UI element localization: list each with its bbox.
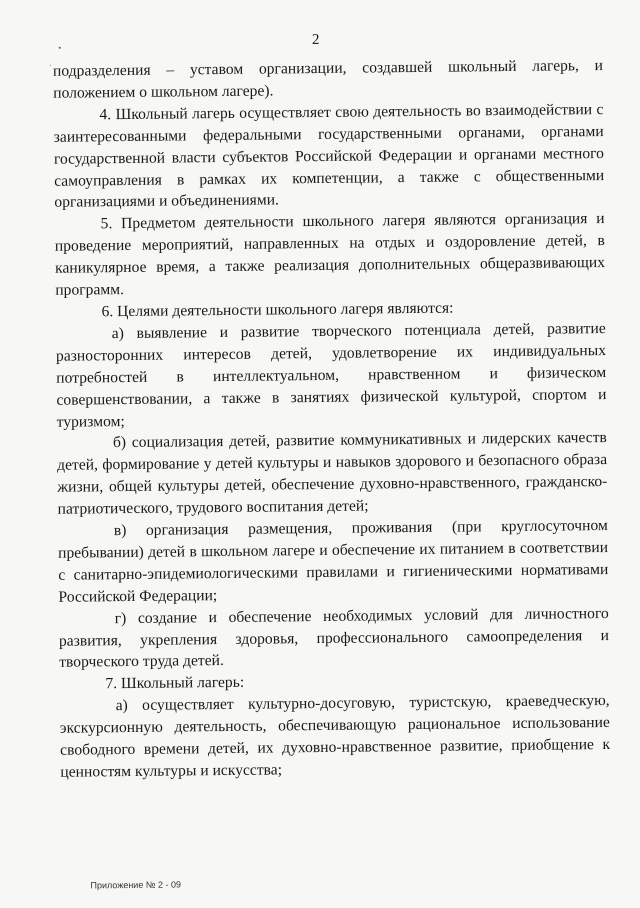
- scan-speck: [50, 65, 51, 66]
- paragraph: 7. Школьный лагерь:: [105, 674, 245, 693]
- paragraph: г) создание и обеспечение необходимых условий для личностного развития, укрепления здоровья, профессионального самоопределения и творческого труда детей.: [58, 604, 610, 672]
- document-body: [53, 55, 611, 784]
- paragraph: в) организация размещения, проживания (при круглосуточном пребывании) детей в школьном лагере и обеспечение их питанием в соответствии с санитарно-эпидемиологическими правилами и гигиеническими нормативами Российской Федерации;: [57, 517, 609, 606]
- paragraph: 4. Школьный лагерь осуществляет свою деятельность во взаимодействии с заинтересованными федеральными государственными органами, органами государственной власти субъектов Российской Федерации и органами местного самоуправления в рамках их компетенции, а также с общественными организациями и объединениями.: [53, 100, 605, 212]
- paragraph: 6. Целями деятельности школьного лагеря являются:: [101, 299, 454, 321]
- footer-note: Приложение № 2 - 09: [90, 879, 182, 891]
- paragraph: а) осуществляет культурно-досуговую, туристскую, краеведческую, экскурсионную деятельность, обеспечивающую рациональное использование свободного времени детей, их духовно-нравственное развитие, приобщение к ценностям культуры и искусства;: [59, 692, 611, 781]
- paragraph: подразделения – уставом организации, создавшей школьный лагерь, и положением о школьном лагере).: [52, 57, 604, 102]
- paragraph: а) выявление и развитие творческого потенциала детей, развитие разносторонних интересов детей, удовлетворение их индивидуальных потребностей в интеллектуальном, нравственном и физическом совершенствовании, а также в занятиях физической культурой, спортом и туризмом;: [55, 319, 607, 431]
- page-number: 2: [311, 31, 320, 49]
- paragraph: б) социализация детей, развитие коммуникативных и лидерских качеств детей, формирование у детей культуры и навыков здорового и безопасного образа жизни, общей культуры детей, обеспечение духовно-нравственного, гражданско-патриотического, трудового воспитания детей;: [57, 429, 608, 518]
- paragraph: 5. Предметом деятельности школьного лагеря являются организация и проведение мероприятий, направленных на отдых и оздоровление детей, в каникулярное время, а также реализация дополнительных общеразвивающих программ.: [54, 210, 606, 299]
